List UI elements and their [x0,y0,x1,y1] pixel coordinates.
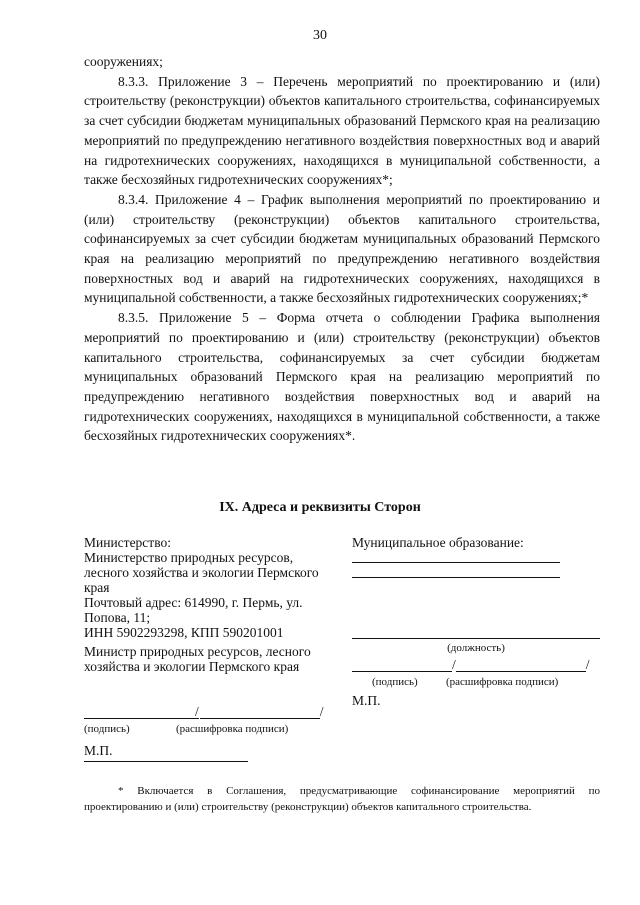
ministry-signature-line [84,704,199,719]
municipality-decode-line [456,657,586,672]
footnote-text: * Включается в Соглашения, предусматривающие софинансирование мероприятий по проектированию и (или) строительству (реконструкции) объектов капитального строительства. [84,785,600,813]
municipality-signature-slash: / [452,657,456,672]
page-number: 30 [313,28,327,43]
municipality-signature-captions [352,675,602,690]
ministry-address: Почтовый адрес: 614990, г. Пермь, ул. Попова, 11; [84,595,303,625]
ministry-decode-slash: / [319,704,324,719]
ministry-sig-caption: (подпись) [84,723,130,735]
ministry-inn: ИНН 5902293298, КПП 590201001 [84,625,284,640]
municipality-line-1 [352,550,560,563]
municipality-position-caption: (должность) [447,642,505,654]
municipality-heading: Муниципальное образование: [352,535,524,550]
municipality-decode-caption: (расшифровка подписи) [446,676,559,688]
ministry-name: Министерство природных ресурсов, лесного хозяйства и экологии Пермского края [84,550,319,595]
body-text [84,52,600,446]
municipality-sig-caption: (подпись) [372,676,418,688]
paragraph-8-3-4: 8.3.4. Приложение 4 – График выполнения мероприятий по проектированию и (или) строительству (реконструкции) объектов капитального строительства, софинансируемых за счет субсидии бюджетам муниципальных образований Пермского края на реализацию мероприятий по предупреждению негативного воздействия поверхностных вод и аварий на гидротехнических сооружениях, находящихся в муниципальной собственности, а также бесхозяйных гидротехнических сооружениях;* [84,191,600,306]
ministry-signature-row [84,704,354,719]
municipality-signature-row [352,657,602,672]
municipality-signature-line [352,657,452,672]
municipality-stamp: М.П. [352,693,381,708]
paragraph-8-3-5: 8.3.5. Приложение 5 – Форма отчета о соблюдении Графика выполнения мероприятий по проектированию и (или) строительству (реконструкции) объектов капитального строительства, софинансируемых за счет субсидии бюджетам муниципальных образований Пермского края на реализацию мероприятий по предупреждению негативного воздействия поверхностных вод и аварий на гидротехнических сооружениях, находящихся в муниципальной собственности, а также бесхозяйных гидротехнических сооружениях*. [84,310,600,444]
section-title: IX. Адреса и реквизиты Сторон [219,500,421,515]
paragraph-continuation: сооружениях; [84,54,163,69]
municipality-decode-slash: / [585,657,590,672]
paragraph-8-3-3: 8.3.3. Приложение 3 – Перечень мероприятий по проектированию и (или) строительству (реконструкции) объектов капитального строительства, софинансируемых за счет субсидии бюджетам муниципальных образований Пермского края на реализацию мероприятий по предупреждению негативного воздействия поверхностных вод и аварий на гидротехнических сооружениях, находящихся в муниципальной собственности, а также бесхозяйных гидротехнических сооружениях*; [84,73,600,188]
municipality-position-line [352,578,600,639]
ministry-requisites [84,535,354,758]
ministry-decode-line [200,704,320,719]
ministry-decode-caption: (расшифровка подписи) [176,723,289,735]
ministry-heading: Министерство: [84,535,171,550]
municipality-requisites [352,535,602,708]
ministry-signature-slash: / [195,704,199,719]
ministry-signer: Министр природных ресурсов, лесного хозяйства и экологии Пермского края [84,644,311,674]
footnote [84,784,600,815]
footnote-divider [84,761,248,762]
ministry-stamp: М.П. [84,743,113,758]
municipality-line-2 [352,563,560,578]
ministry-signature-captions [84,722,354,737]
